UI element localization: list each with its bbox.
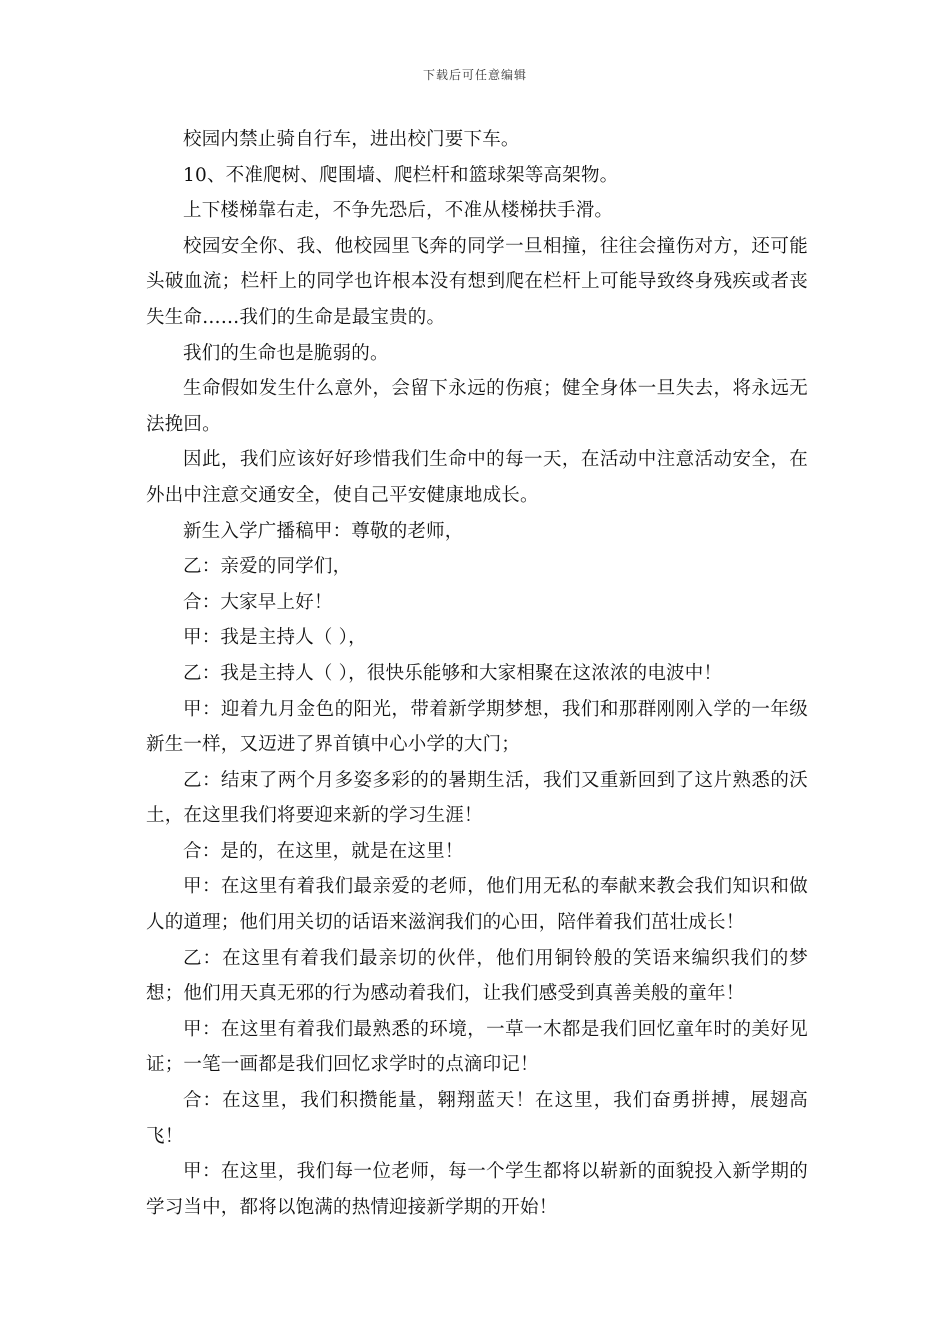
paragraph: 甲：在这里有着我们最亲爱的老师，他们用无私的奉献来教会我们知识和做人的道理；他们用关切的话语来滋润我们的心田，陪伴着我们茁壮成长！ [146, 876, 808, 934]
paragraph: 乙：亲爱的同学们， [183, 556, 352, 578]
paragraph: 乙：在这里有着我们最亲切的伙伴，他们用铜铃般的笑语来编织我们的梦想；他们用天真无邪的行为感动着我们，让我们感受到真善美般的童年！ [146, 947, 808, 1005]
paragraph: 甲：在这里有着我们最熟悉的环境，一草一木都是我们回忆童年时的美好见证；一笔一画都是我们回忆求学时的点滴印记！ [146, 1018, 808, 1076]
paragraph: 甲：在这里，我们每一位老师，每一个学生都将以崭新的面貌投入新学期的学习当中，都将以饱满的热情迎接新学期的开始！ [146, 1161, 808, 1218]
paragraph: 校园内禁止骑自行车，进出校门要下车。 [183, 129, 520, 150]
paragraph: 乙：结束了两个月多姿多彩的的暑期生活，我们又重新回到了这片熟悉的沃土，在这里我们将要迎来新的学习生涯！ [146, 769, 808, 827]
paragraph: 校园安全你、我、他校园里飞奔的同学一旦相撞，往往会撞伤对方，还可能头破血流；栏杆上的同学也许根本没有想到爬在栏杆上可能导致终身残疾或者丧失生命……我们的生命是最宝贵的。 [146, 235, 808, 328]
document-body [146, 122, 808, 1225]
paragraph: 10、不准爬树、爬围墙、爬栏杆和篮球架等高架物。 [183, 164, 619, 186]
paragraph: 乙：我是主持人（ ），很快乐能够和大家相聚在这浓浓的电波中！ [183, 662, 723, 684]
page-header: 下载后可任意编辑 [422, 68, 527, 82]
paragraph: 生命假如发生什么意外，会留下永远的伤痕；健全身体一旦失去，将永远无法挽回。 [146, 378, 808, 435]
paragraph: 新生入学广播稿甲：尊敬的老师， [183, 520, 464, 542]
paragraph: 我们的生命也是脆弱的。 [183, 342, 389, 364]
paragraph: 上下楼梯靠右走，不争先恐后，不准从楼梯扶手滑。 [183, 200, 614, 222]
paragraph: 合：在这里，我们积攒能量，翱翔蓝天！在这里，我们奋勇拼搏，展翅高飞！ [146, 1090, 808, 1147]
paragraph: 因此，我们应该好好珍惜我们生命中的每一天，在活动中注意活动安全，在外出中注意交通安全，使自己平安健康地成长。 [146, 449, 808, 506]
paragraph: 甲：迎着九月金色的阳光，带着新学期梦想，我们和那群刚刚入学的一年级新生一样，又迈进了界首镇中心小学的大门； [146, 698, 808, 756]
paragraph: 甲：我是主持人（ ）， [183, 627, 367, 649]
paragraph: 合：大家早上好！ [183, 591, 333, 613]
paragraph: 合：是的，在这里，就是在这里！ [183, 840, 464, 862]
